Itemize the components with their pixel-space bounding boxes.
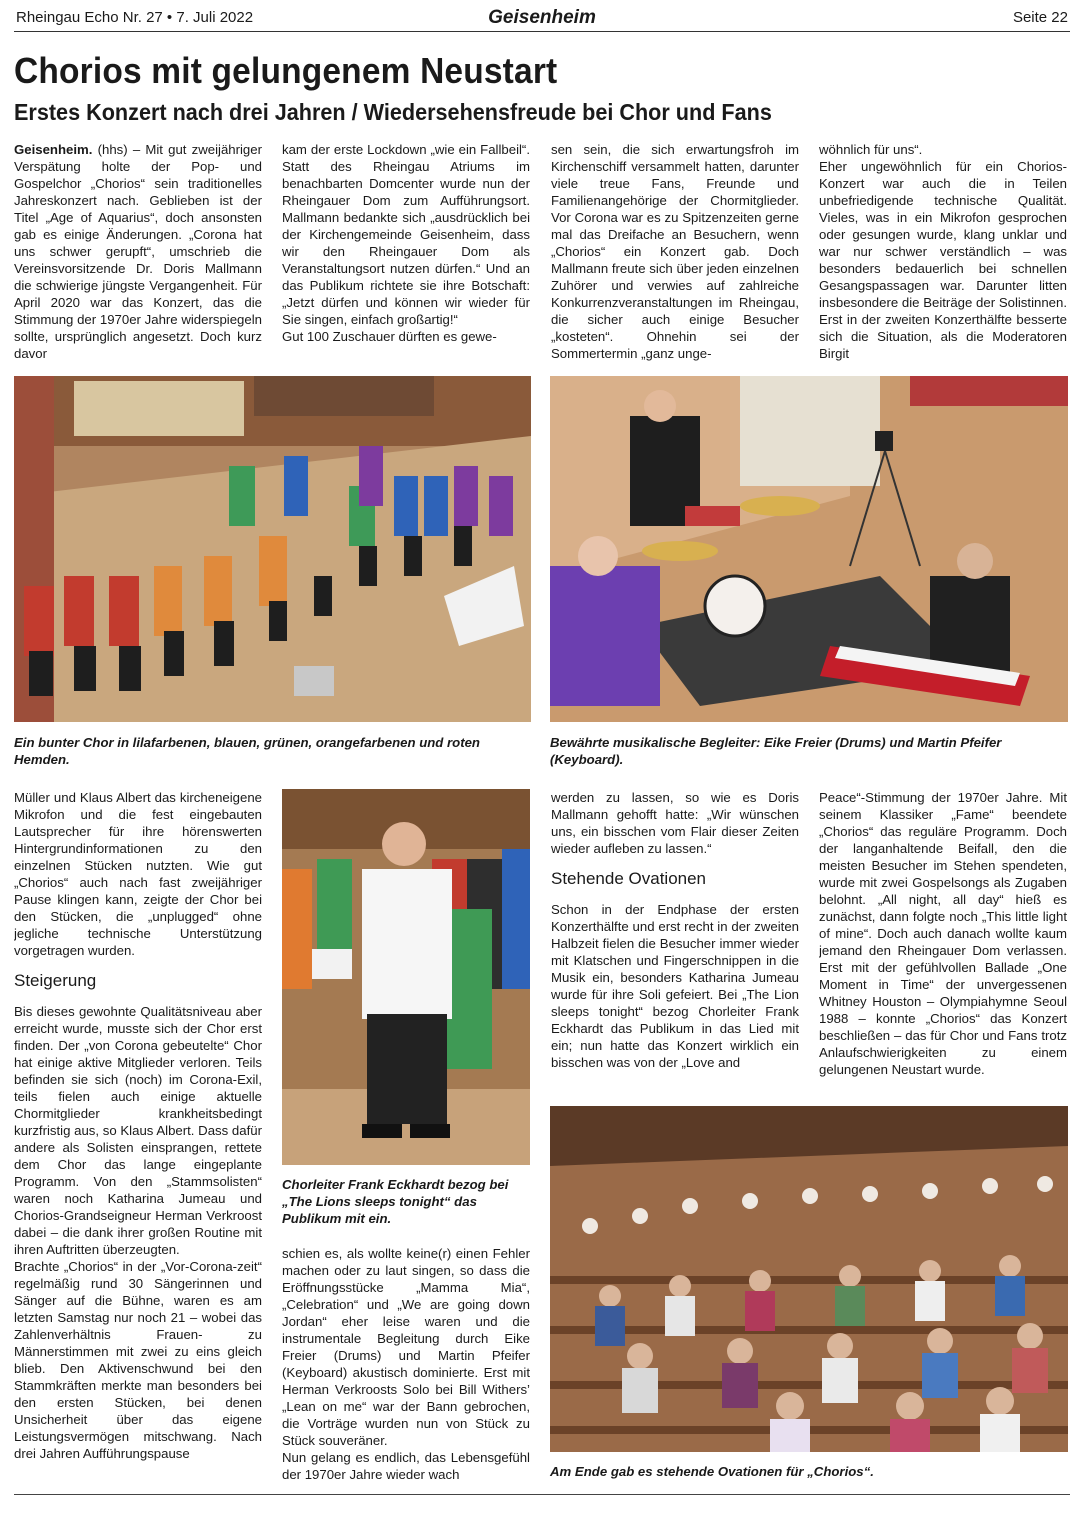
paragraph: Eher ungewöhnlich für ein Chorios-Konzert war auch die in Teilen unbefriedigende technische Qualität. Vieles, was in ein Mikrofon gesprochen oder gesungen wurde, klang unklar und war nur schwer verständlich – was besonders bedauerlich bei schnellen Gesangspassagen war. Darunter litten insbesondere die Beiträge der Solistinnen. Erst in der zweiten Konzerthälfte besserte sich die Situation, als die Moderatoren Birgit bbox=[819, 159, 1067, 361]
article-headline: Chorios mit gelungenem Neustart bbox=[14, 50, 558, 91]
section-heading-steigerung: Steigerung bbox=[14, 971, 97, 990]
column-3 bbox=[551, 141, 799, 363]
column-2 bbox=[282, 141, 530, 363]
paragraph: Bis dieses gewohnte Qualitätsniveau aber erreicht wurde, musste sich der Chor erst finden. Der „von Corona gebeutelte“ Chor hat einige aktive Mitglieder verloren. Teils befinden sie sich (noch) im Corona-Exil, teils fielen auch einige aktuelle Chormitglieder krankheitsbedingt kurzfristig aus, so Klaus Albert. Dass dafür andere als Solisten einsprangen, rettete dem Chor das lange eingeplante Programm. Von den „Stammsolisten“ waren noch Katharina Jumeau und Chorios-Grandseigneur Herman Verkroost dabei – die dank ihrer großen Routine mit ihren Auftritten überzeugten. bbox=[14, 1004, 262, 1257]
paragraph: sen sein, die sich erwartungsfroh im Kirchenschiff versammelt hatten, darunter viele treue Fans, Freunde und Familienangehörige der Chormitglieder. Vor Corona war es zu Spitzenzeiten gerne mal das Dreifache an Besuchern, wenn „Chorios“ ein Konzert gab. Doch Mallmann freute sich über jeden einzelnen Zuhörer und verwies auf zahlreiche Konkurrenzveranstaltungen im Rheingau, die sicher auch einige Besucher „kosteten“. Ohnehin sei der Sommertermin „ganz unge- bbox=[551, 142, 799, 361]
footer-rule bbox=[14, 1494, 1070, 1495]
choir-caption: Ein bunter Chor in lilafarbenen, blauen, grünen, orangefarbenen und roten Hemden. bbox=[14, 735, 480, 767]
paragraph: Gut 100 Zuschauer dürften es gewe- bbox=[282, 329, 497, 344]
page-header bbox=[14, 6, 1070, 32]
audience-caption: Am Ende gab es stehende Ovationen für „Chorios“. bbox=[550, 1464, 874, 1479]
paragraph: kam der erste Lockdown „wie ein Fallbeil“. Statt des Rheingau Atriums im benachbarten Domcenter wurde nun der Rheingauer Dom zum Aufführungsort. Mallmann bedankte sich „ausdrücklich bei der Kirchengemeinde Geisenheim, dass wir den Rheingauer Dom als Veranstaltungsort nutzen dürfen.“ Und an das Publikum richtete sie ihre Botschaft: „Jetzt dürfen und können wir wieder für Sie singen, einfach großartig!“ bbox=[282, 142, 530, 327]
audience-photo bbox=[550, 1106, 1068, 1452]
dateline: Geisenheim. bbox=[14, 142, 93, 157]
paragraph: Nun gelang es endlich, das Lebensgefühl der 1970er Jahre wieder wach bbox=[282, 1450, 530, 1481]
paragraph: Brachte „Chorios“ in der „Vor-Corona-zeit“ regelmäßig rund 30 Sängerinnen und Sänger auf die Bühne, waren es am letzten Samstag nur noch 21 – wobei das Zahlenverhältnis Frauen- zu Männerstimmen mit zwei zu eins gleich blieb. Den Aktivenschwund bei den Stammkräften merkte man besonders bei den ersten Stücken, bei denen Unsicherheit über das eigene Leistungsvermögen mitschwang. Nach drei Jahren Aufführungspause bbox=[14, 1259, 262, 1461]
paragraph bbox=[14, 141, 262, 362]
column-1 bbox=[14, 141, 262, 363]
paragraph: schien es, als wollte keine(r) einen Fehler machen oder zu laut singen, so dass die Eröffnungsstücke „Mamma Mia“, „Celebration“ und „We are going down Jordan“ eher leise waren und die instrumentale Begleitung durch Eike Freier (Drums) und Martin Pfeifer (Keyboard) akustisch dominierte. Erst mit Herman Verkroosts Solo bei Bill Withers’ „Lean on me“ war der Bann gebrochen, die Vorträge wurden nun von Stück zu Stück souveräner. bbox=[282, 1246, 530, 1448]
issue-info: Rheingau Echo Nr. 27 • 7. Juli 2022 bbox=[16, 9, 254, 26]
paragraph: wöhnlich für uns“. bbox=[819, 142, 923, 157]
section-title: Geisenheim bbox=[488, 7, 596, 28]
paragraph: Peace“-Stimmung der 1970er Jahre. Mit seinem Klassiker „Fame“ beendete „Chorios“ das reguläre Programm. Doch der langanhaltende Beifall, den die meisten Besucher im Stehen spendeten, wurde mit zwei Gospelsongs als Zugaben belohnt. „All night, all day“ hieß es zunächst, dann folgte noch „This little light of mine“. Doch auch danach wollte kaum jemand den Rheingauer Dom verlassen. Erst mit der gefühlvollen Ballade „One Moment in Time“ der unvergessenen Whitney Houston – Olympiahymne Seoul 1988 – konnte „Chorios“ das Konzert beschließen – das für Chor und Fans trotz Anlaufschwierigkeiten zu einem gelungenen Neustart wurde. bbox=[819, 790, 1067, 1077]
body-text: (hhs) – Mit gut zweijähriger Verspätung holte der Pop- und Gospelchor „Chorios“ sein traditionelles Jahreskonzert nach. Geblieben ist der Titel „Age of Aquarius“, doch ansonsten gab es einige Änderungen. „Corona hat uns schwer gerupft“, umschrieb die Vereinsvorsitzende Dr. Doris Mallmann die schwierige jüngste Vergangenheit. Für April 2020 war das Konzert, das die Stimmung der 1970er Jahre widerspiegeln sollte, ursprünglich angesetzt. Doch kurz davor bbox=[14, 142, 262, 361]
column-5 bbox=[14, 789, 262, 1481]
article-subheadline: Erstes Konzert nach drei Jahren / Wiedersehensfreude bei Chor und Fans bbox=[14, 99, 772, 125]
column-8 bbox=[819, 789, 1067, 1095]
page-number: Seite 22 bbox=[1012, 9, 1068, 26]
paragraph: Schon in der Endphase der ersten Konzerthälfte und erst recht in der zweiten Halbzeit fielen die Besucher immer wieder mit Klatschen und Fingerschnippen in die Musik ein, besonders Katharina Jumeau wurde für ihre Soli gefeiert. Bei „The Lion sleeps tonight“ bezog Chorleiter Frank Eckhardt das Publikum in das Lied mit ein; nun hatte das Konzert wirklich ein bisschen was von der „Love and bbox=[551, 902, 799, 1070]
paragraph: werden zu lassen, so wie es Doris Mallmann gehofft hatte: „Wir wünschen uns, ein bisschen vom Flair dieser Zeiten wieder aufleben zu lassen.“ bbox=[551, 790, 799, 856]
band-photo bbox=[550, 376, 1068, 722]
column-7 bbox=[551, 789, 799, 1095]
band-caption: Bewährte musikalische Begleiter: Eike Freier (Drums) und Martin Pfeifer (Keyboard). bbox=[550, 735, 1002, 767]
choir-photo bbox=[14, 376, 531, 722]
column-4 bbox=[819, 141, 1067, 363]
section-heading-stehende-ovationen: Stehende Ovationen bbox=[551, 869, 707, 888]
conductor-caption: Chorleiter Frank Eckhardt bezog bei „The Lions sleeps tonight“ das Publikum mit ein. bbox=[282, 1177, 509, 1226]
paragraph: Müller und Klaus Albert das kircheneigene Mikrofon und die fest eingebauten Lautsprecher für ihre hörenswerten Hintergrundinformationen zu den einzelnen Stücken nutzten. Wie gut „Chorios“ auch nach fast zweijähriger Pause klingen kann, zeigte der Chor bei den Stücken, die „unplugged“ ohne jegliche technische Unterstützung vorgetragen wurden. bbox=[14, 790, 262, 958]
column-6 bbox=[282, 1245, 530, 1481]
conductor-photo bbox=[282, 789, 530, 1165]
